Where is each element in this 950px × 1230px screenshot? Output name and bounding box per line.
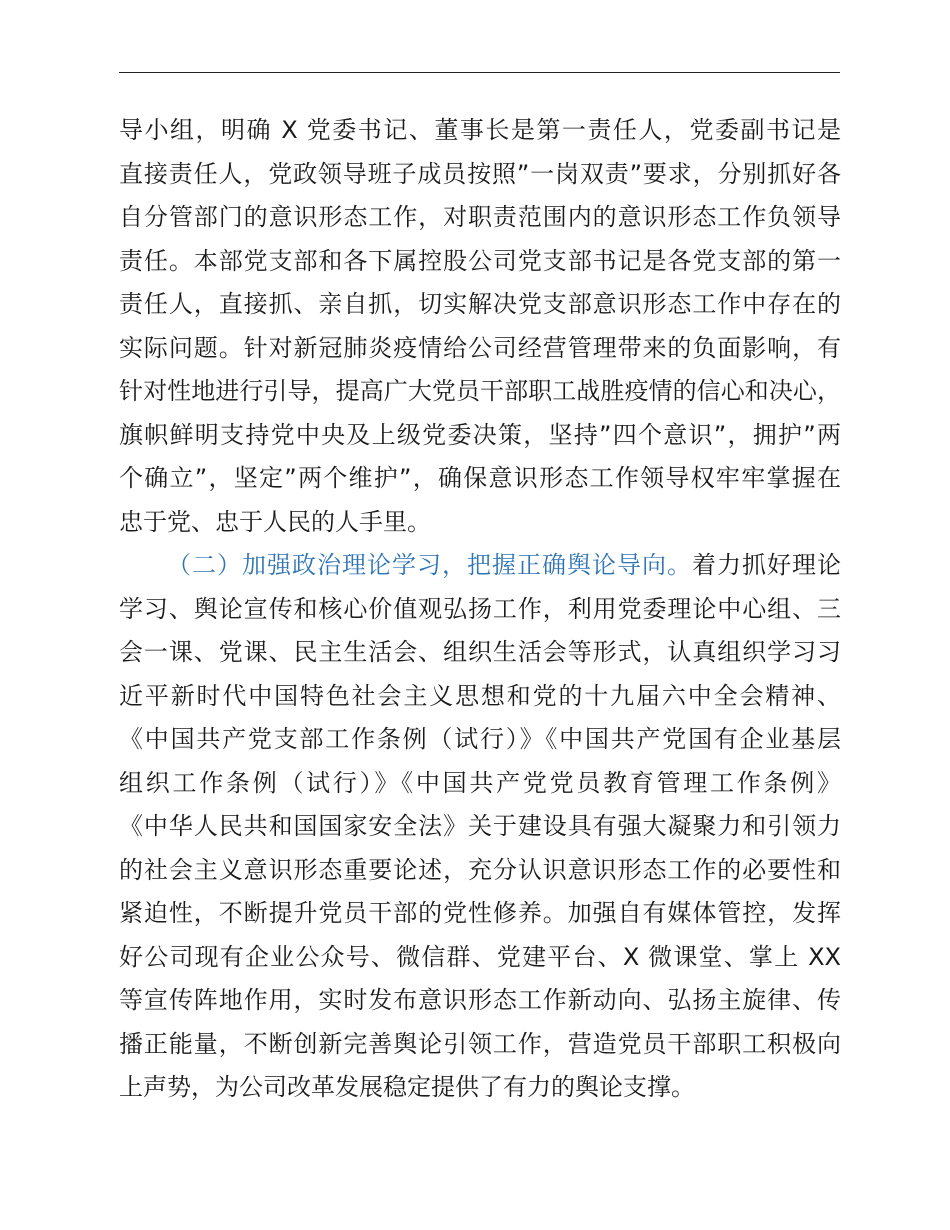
text-line: 自分管部门的意识形态工作，对职责范围内的意识形态工作负领导 <box>119 203 841 231</box>
text-line: 旗帜鲜明支持党中央及上级党委决策，坚持”四个意识”，拥护”两 <box>119 420 841 449</box>
heading-line-rest: 着力抓好理论 <box>692 551 841 579</box>
text-line: 学习、舆论宣传和核心价值观弘扬工作，利用党委理论中心组、三 <box>119 594 841 623</box>
text-line: 忠于党、忠于人民的人手里。 <box>119 507 431 536</box>
document-body <box>119 109 841 1110</box>
paragraph-political-theory-study <box>119 544 841 1110</box>
text-line: 播正能量，不断创新完善舆论引领工作，营造党员干部职工积极向 <box>119 1029 841 1058</box>
text-line: 导小组，明确 X 党委书记、董事长是第一责任人，党委副书记是 <box>119 116 841 144</box>
text-line: 实际问题。针对新冠肺炎疫情给公司经营管理带来的负面影响，有 <box>119 333 841 362</box>
text-line: 直接责任人，党政领导班子成员按照”一岗双责”要求，分别抓好各 <box>119 159 841 188</box>
text-line: 等宣传阵地作用，实时发布意识形态工作新动向、弘扬主旋律、传 <box>119 986 841 1014</box>
text-line: 的社会主义意识形态重要论述，充分认识意识形态工作的必要性和 <box>119 855 841 884</box>
section-heading: （二）加强政治理论学习，把握正确舆论导向。 <box>167 551 692 579</box>
paragraph-leadership-responsibility <box>119 109 841 544</box>
text-line: 针对性地进行引导，提高广大党员干部职工战胜疫情的信心和决心， <box>119 377 841 405</box>
header-rule <box>119 72 840 73</box>
text-line: 好公司现有企业公众号、微信群、党建平台、X 微课堂、掌上 XX <box>119 942 841 971</box>
text-line: 近平新时代中国特色社会主义思想和党的十九届六中全会精神、 <box>119 681 841 710</box>
text-line: 《中国共产党支部工作条例（试行）》《中国共产党国有企业基层 <box>119 725 841 753</box>
text-line: 会一课、党课、民主生活会、组织生活会等形式，认真组织学习习 <box>119 638 841 666</box>
text-line: 《中华人民共和国国家安全法》关于建设具有强大凝聚力和引领力 <box>119 812 841 840</box>
text-line: 组织工作条例（试行）》《中国共产党党员教育管理工作条例》 <box>119 768 841 797</box>
text-line: 责任人，直接抓、亲自抓，切实解决党支部意识形态工作中存在的 <box>119 290 841 318</box>
paragraph-first-line <box>119 544 841 588</box>
text-line: 紧迫性，不断提升党员干部的党性修养。加强自有媒体管控，发挥 <box>119 899 841 927</box>
text-line: 责任。本部党支部和各下属控股公司党支部书记是各党支部的第一 <box>119 246 841 275</box>
text-line: 上声势，为公司改革发展稳定提供了有力的舆论支撑。 <box>119 1073 695 1101</box>
text-line: 个确立”，坚定”两个维护”，确保意识形态工作领导权牢牢掌握在 <box>119 464 841 492</box>
